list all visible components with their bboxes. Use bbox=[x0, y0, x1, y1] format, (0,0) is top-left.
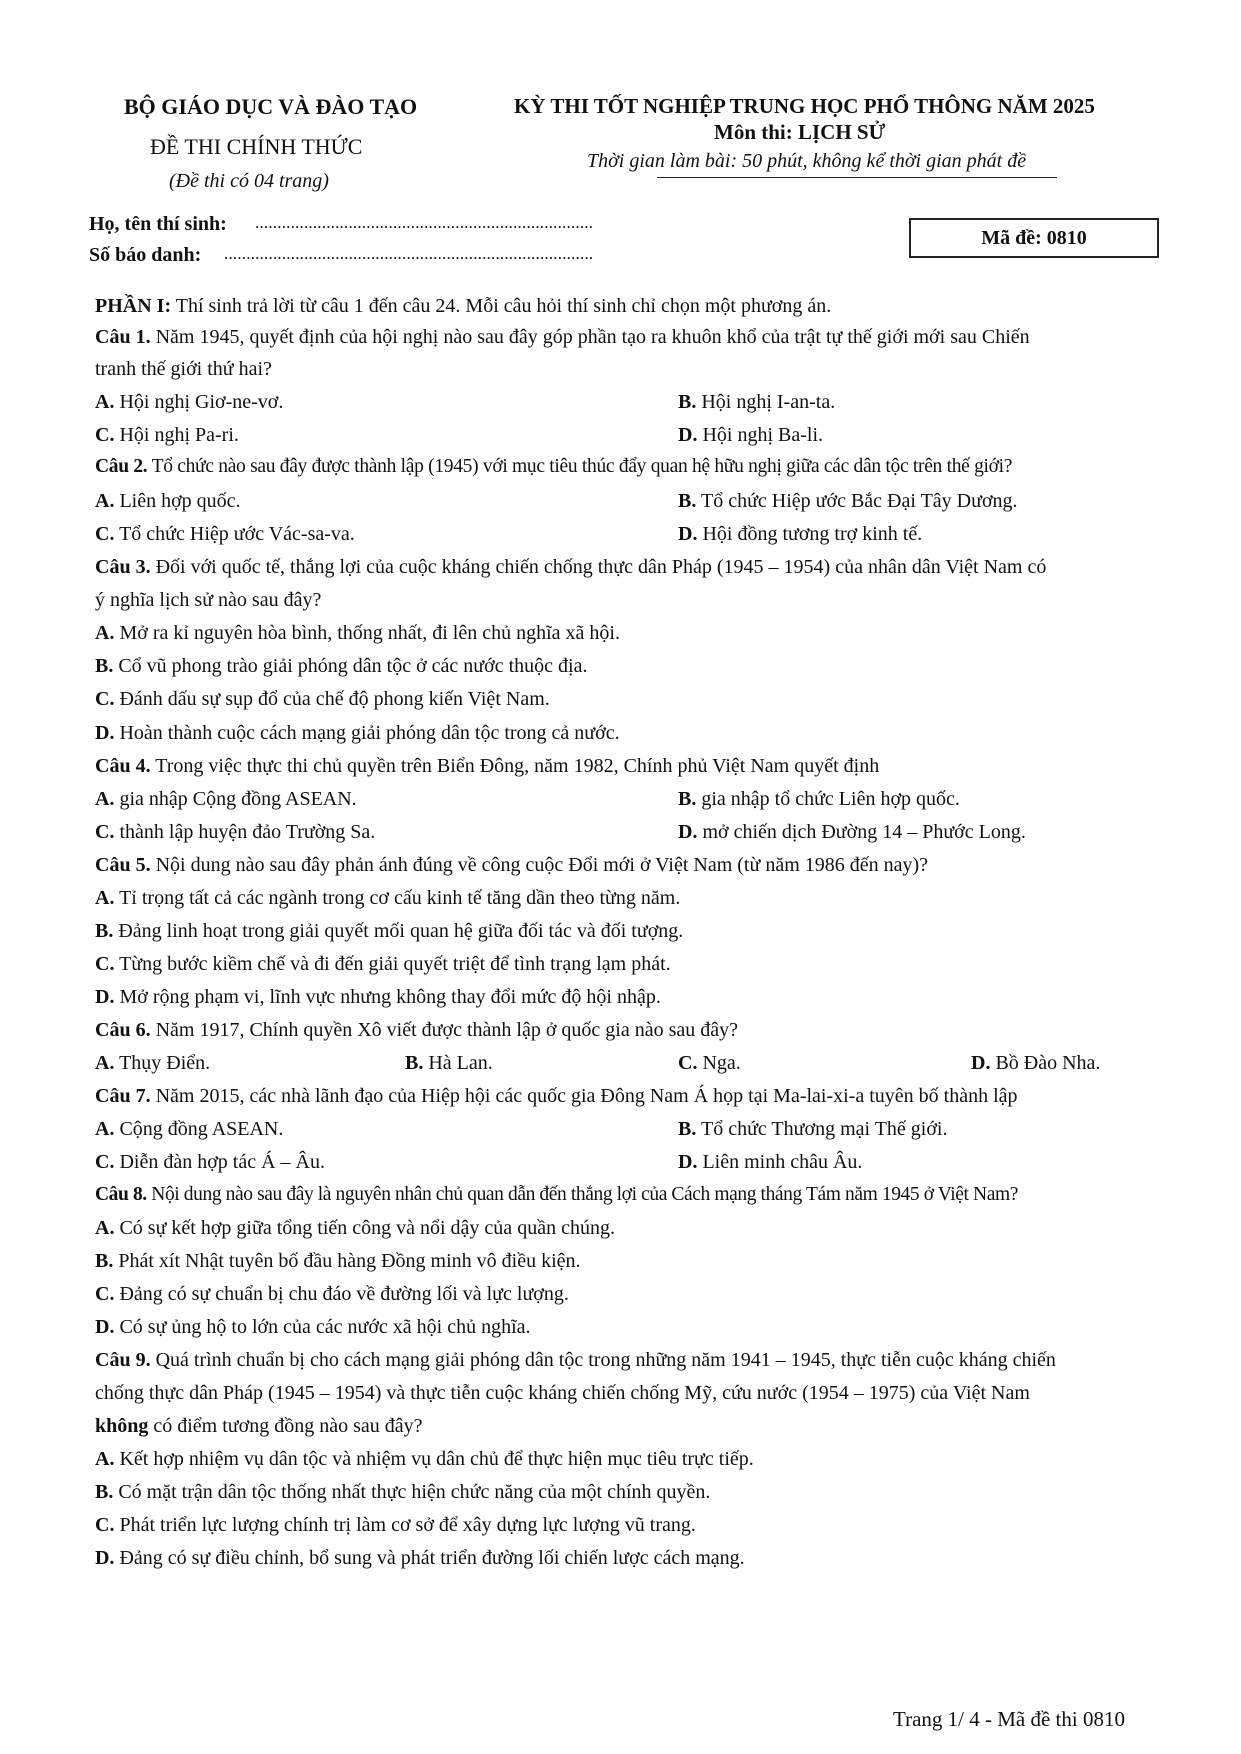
option-text: gia nhập Cộng đồng ASEAN. bbox=[114, 788, 357, 810]
q5-option-d[interactable] bbox=[95, 986, 661, 1009]
option-key: A. bbox=[95, 788, 115, 810]
option-key: B. bbox=[678, 788, 697, 810]
part1-text: Thí sinh trả lời từ câu 1 đến câu 24. Mỗi câu hỏi thí sinh chỉ chọn một phương án. bbox=[171, 295, 832, 317]
question-9-stem-cont: chống thực dân Pháp (1945 – 1954) và thực tiễn cuộc kháng chiến chống Mỹ, cứu nước (1954 – 1975) của Việt Nam bbox=[95, 1382, 1030, 1404]
option-text: Từng bước kiềm chế và đi đến giải quyết triệt để tình trạng lạm phát. bbox=[114, 953, 671, 975]
exam-code-box bbox=[909, 218, 1159, 258]
q5-option-a[interactable] bbox=[95, 887, 680, 910]
q8-option-c[interactable] bbox=[95, 1283, 569, 1306]
option-text: Có mặt trận dân tộc thống nhất thực hiện chức năng của một chính quyền. bbox=[113, 1481, 711, 1503]
q7-option-b[interactable] bbox=[678, 1118, 947, 1141]
question-9-stem-tail bbox=[95, 1415, 423, 1438]
option-key: D. bbox=[95, 722, 115, 744]
question-9-tail-text: có điểm tương đồng nào sau đây? bbox=[148, 1415, 423, 1437]
option-key: D. bbox=[678, 523, 698, 545]
option-text: Hội nghị I-an-ta. bbox=[696, 391, 836, 413]
option-text: Tổ chức Thương mại Thế giới. bbox=[696, 1118, 948, 1140]
option-text: Hội nghị Giơ-ne-vơ. bbox=[114, 391, 284, 413]
q1-option-d[interactable] bbox=[678, 424, 823, 447]
option-text: Bồ Đào Nha. bbox=[990, 1052, 1101, 1074]
option-key: B. bbox=[678, 391, 697, 413]
option-key: B. bbox=[95, 1481, 114, 1503]
option-text: Kết hợp nhiệm vụ dân tộc và nhiệm vụ dân chủ để thực hiện mục tiêu trực tiếp. bbox=[114, 1448, 754, 1470]
exam-title: KỲ THI TỐT NGHIỆP TRUNG HỌC PHỔ THÔNG NĂM 2025 bbox=[514, 94, 1095, 118]
question-5-label: Câu 5. bbox=[95, 854, 151, 876]
q4-option-c[interactable] bbox=[95, 821, 375, 844]
question-2-label: Câu 2. bbox=[95, 456, 148, 477]
option-key: C. bbox=[95, 688, 115, 710]
exam-code: Mã đề: 0810 bbox=[981, 226, 1087, 249]
q2-option-c[interactable] bbox=[95, 523, 355, 546]
option-text: Nga. bbox=[697, 1052, 741, 1074]
question-7-stem bbox=[95, 1085, 1018, 1108]
option-key: D. bbox=[678, 1151, 698, 1173]
option-key: C. bbox=[95, 953, 115, 975]
option-text: Phát xít Nhật tuyên bố đầu hàng Đồng minh vô điều kiện. bbox=[113, 1250, 581, 1272]
question-9-negation: không bbox=[95, 1415, 149, 1437]
option-text: Tỉ trọng tất cả các ngành trong cơ cấu kinh tế tăng dần theo từng năm. bbox=[114, 887, 681, 909]
option-key: C. bbox=[95, 821, 115, 843]
option-text: Cộng đồng ASEAN. bbox=[114, 1118, 284, 1140]
question-3-text: Đối với quốc tế, thắng lợi của cuộc kháng chiến chống thực dân Pháp (1945 – 1954) của nhân dân Việt Nam có bbox=[150, 556, 1047, 578]
id-label: Số báo danh: bbox=[89, 244, 202, 266]
q8-option-b[interactable] bbox=[95, 1250, 581, 1273]
question-5-text: Nội dung nào sau đây phản ánh đúng về công cuộc Đổi mới ở Việt Nam (từ năm 1986 đến nay)? bbox=[150, 854, 929, 876]
option-text: mở chiến dịch Đường 14 – Phước Long. bbox=[697, 821, 1026, 843]
option-key: B. bbox=[678, 490, 697, 512]
option-text: Hội đồng tương trợ kinh tế. bbox=[697, 523, 923, 545]
option-key: D. bbox=[95, 1547, 115, 1569]
time-note: Thời gian làm bài: 50 phút, không kể thời gian phát đề bbox=[587, 150, 1027, 172]
option-key: D. bbox=[95, 986, 115, 1008]
option-text: Hoàn thành cuộc cách mạng giải phóng dân tộc trong cả nước. bbox=[114, 722, 620, 744]
q2-option-a[interactable] bbox=[95, 490, 241, 513]
option-text: Tổ chức Hiệp ước Bắc Đại Tây Dương. bbox=[696, 490, 1018, 512]
option-text: Hà Lan. bbox=[423, 1052, 493, 1074]
option-text: Diễn đàn hợp tác Á – Âu. bbox=[114, 1151, 325, 1173]
option-text: Hội nghị Pa-ri. bbox=[114, 424, 239, 446]
option-key: D. bbox=[678, 424, 698, 446]
q8-option-d[interactable] bbox=[95, 1316, 531, 1339]
option-key: C. bbox=[95, 1514, 115, 1536]
q9-option-b[interactable] bbox=[95, 1481, 710, 1504]
pages-note: (Đề thi có 04 trang) bbox=[169, 170, 329, 192]
question-9-text: Quá trình chuẩn bị cho cách mạng giải phóng dân tộc trong những năm 1941 – 1945, thực tiễn cuộc kháng chiến bbox=[150, 1349, 1056, 1371]
q7-option-c[interactable] bbox=[95, 1151, 325, 1174]
question-3-stem-cont: ý nghĩa lịch sử nào sau đây? bbox=[95, 589, 322, 611]
subject-label: Môn thi: LỊCH SỬ bbox=[714, 120, 886, 144]
question-8-text: Nội dung nào sau đây là nguyên nhân chủ quan dẫn đến thắng lợi của Cách mạng tháng Tám năm 1945 ở Việt Nam? bbox=[146, 1184, 1019, 1205]
q5-option-b[interactable] bbox=[95, 920, 683, 943]
official-label: ĐỀ THI CHÍNH THỨC bbox=[150, 134, 363, 159]
question-1-label: Câu 1. bbox=[95, 326, 151, 348]
q3-option-a[interactable] bbox=[95, 622, 620, 645]
question-6-label: Câu 6. bbox=[95, 1019, 151, 1041]
option-key: D. bbox=[95, 1316, 115, 1338]
question-3-stem bbox=[95, 556, 1046, 579]
q3-option-d[interactable] bbox=[95, 722, 620, 745]
q5-option-c[interactable] bbox=[95, 953, 671, 976]
q6-option-d[interactable] bbox=[971, 1052, 1100, 1075]
part1-label: PHẦN I: bbox=[95, 295, 172, 317]
option-text: Phát triển lực lượng chính trị làm cơ sở để xây dựng lực lượng vũ trang. bbox=[114, 1514, 696, 1536]
option-key: A. bbox=[95, 1052, 115, 1074]
q4-option-b[interactable] bbox=[678, 788, 960, 811]
question-7-text: Năm 2015, các nhà lãnh đạo của Hiệp hội các quốc gia Đông Nam Á họp tại Ma-lai-xi-a tuyên bố thành lập bbox=[150, 1085, 1018, 1107]
q9-option-a[interactable] bbox=[95, 1448, 754, 1471]
q7-option-d[interactable] bbox=[678, 1151, 862, 1174]
option-text: Tổ chức Hiệp ước Vác-sa-va. bbox=[114, 523, 355, 545]
option-key: A. bbox=[95, 1448, 115, 1470]
question-9-label: Câu 9. bbox=[95, 1349, 151, 1371]
question-1-text: Năm 1945, quyết định của hội nghị nào sau đây góp phần tạo ra khuôn khổ của trật tự thế giới mới sau Chiến bbox=[150, 326, 1030, 348]
option-text: Mở rộng phạm vi, lĩnh vực nhưng không thay đổi mức độ hội nhập. bbox=[114, 986, 661, 1008]
option-text: thành lập huyện đảo Trường Sa. bbox=[114, 821, 376, 843]
question-4-text: Trong việc thực thi chủ quyền trên Biển Đông, năm 1982, Chính phủ Việt Nam quyết định bbox=[150, 755, 880, 777]
option-key: A. bbox=[95, 622, 115, 644]
question-5-stem bbox=[95, 854, 928, 877]
q2-option-d[interactable] bbox=[678, 523, 922, 546]
q6-option-c[interactable] bbox=[678, 1052, 741, 1075]
option-key: C. bbox=[95, 1151, 115, 1173]
option-text: Thụy Điển. bbox=[114, 1052, 211, 1074]
option-text: Mở ra kỉ nguyên hòa bình, thống nhất, đi lên chủ nghĩa xã hội. bbox=[114, 622, 620, 644]
option-text: Đảng linh hoạt trong giải quyết mối quan hệ giữa đối tác và đối tượng. bbox=[113, 920, 684, 942]
option-key: B. bbox=[95, 920, 114, 942]
option-key: A. bbox=[95, 1217, 115, 1239]
question-7-label: Câu 7. bbox=[95, 1085, 151, 1107]
q9-option-d[interactable] bbox=[95, 1547, 745, 1570]
q6-option-b[interactable] bbox=[405, 1052, 493, 1075]
q3-option-b[interactable] bbox=[95, 655, 587, 678]
option-text: gia nhập tổ chức Liên hợp quốc. bbox=[696, 788, 960, 810]
q1-option-c[interactable] bbox=[95, 424, 239, 447]
ministry-name: BỘ GIÁO DỤC VÀ ĐÀO TẠO bbox=[124, 94, 418, 119]
question-1-stem bbox=[95, 326, 1030, 349]
option-text: Đảng có sự chuẩn bị chu đáo về đường lối và lực lượng. bbox=[114, 1283, 569, 1305]
question-4-label: Câu 4. bbox=[95, 755, 151, 777]
name-field[interactable]: ............................................................................ bbox=[255, 213, 594, 232]
q3-option-c[interactable] bbox=[95, 688, 550, 711]
question-1-stem-cont: tranh thế giới thứ hai? bbox=[95, 358, 272, 380]
option-key: B. bbox=[95, 1250, 114, 1272]
time-underline bbox=[657, 177, 1057, 178]
option-key: C. bbox=[95, 523, 115, 545]
option-text: Có sự kết hợp giữa tổng tiến công và nổi dậy của quần chúng. bbox=[114, 1217, 615, 1239]
option-text: Liên minh châu Âu. bbox=[697, 1151, 863, 1173]
option-text: Đảng có sự điều chỉnh, bổ sung và phát triển đường lối chiến lược cách mạng. bbox=[114, 1547, 745, 1569]
q6-option-a[interactable] bbox=[95, 1052, 210, 1075]
name-label: Họ, tên thí sinh: bbox=[89, 213, 227, 235]
option-text: Cổ vũ phong trào giải phóng dân tộc ở các nước thuộc địa. bbox=[113, 655, 588, 677]
option-key: C. bbox=[678, 1052, 698, 1074]
q9-option-c[interactable] bbox=[95, 1514, 696, 1537]
q4-option-d[interactable] bbox=[678, 821, 1026, 844]
page-footer: Trang 1/ 4 - Mã đề thi 0810 bbox=[893, 1707, 1125, 1731]
question-6-text: Năm 1917, Chính quyền Xô viết được thành lập ở quốc gia nào sau đây? bbox=[150, 1019, 738, 1041]
question-3-label: Câu 3. bbox=[95, 556, 151, 578]
question-8-stem bbox=[95, 1184, 1018, 1206]
option-key: D. bbox=[678, 821, 698, 843]
option-key: A. bbox=[95, 391, 115, 413]
option-key: B. bbox=[678, 1118, 697, 1140]
option-key: C. bbox=[95, 424, 115, 446]
option-text: Đánh dấu sự sụp đổ của chế độ phong kiến Việt Nam. bbox=[114, 688, 550, 710]
option-key: A. bbox=[95, 490, 115, 512]
q2-option-b[interactable] bbox=[678, 490, 1018, 513]
q1-option-b[interactable] bbox=[678, 391, 835, 414]
option-text: Liên hợp quốc. bbox=[114, 490, 241, 512]
question-4-stem bbox=[95, 755, 879, 778]
id-field[interactable]: ................................................................................... bbox=[224, 244, 594, 263]
option-text: Có sự ủng hộ to lớn của các nước xã hội chủ nghĩa. bbox=[114, 1316, 531, 1338]
option-key: C. bbox=[95, 1283, 115, 1305]
option-key: B. bbox=[405, 1052, 424, 1074]
option-key: A. bbox=[95, 887, 115, 909]
question-2-stem bbox=[95, 456, 1012, 478]
q7-option-a[interactable] bbox=[95, 1118, 283, 1141]
option-text: Hội nghị Ba-li. bbox=[697, 424, 823, 446]
question-8-label: Câu 8. bbox=[95, 1184, 147, 1205]
option-key: D. bbox=[971, 1052, 991, 1074]
question-2-text: Tổ chức nào sau đây được thành lập (1945) với mục tiêu thúc đẩy quan hệ hữu nghị giữa các dân tộc trên thế giới? bbox=[147, 456, 1013, 477]
q4-option-a[interactable] bbox=[95, 788, 357, 811]
part1-instruction bbox=[95, 295, 831, 318]
question-9-stem bbox=[95, 1349, 1056, 1372]
q8-option-a[interactable] bbox=[95, 1217, 615, 1240]
q1-option-a[interactable] bbox=[95, 391, 283, 414]
question-6-stem bbox=[95, 1019, 738, 1042]
option-key: A. bbox=[95, 1118, 115, 1140]
option-key: B. bbox=[95, 655, 114, 677]
